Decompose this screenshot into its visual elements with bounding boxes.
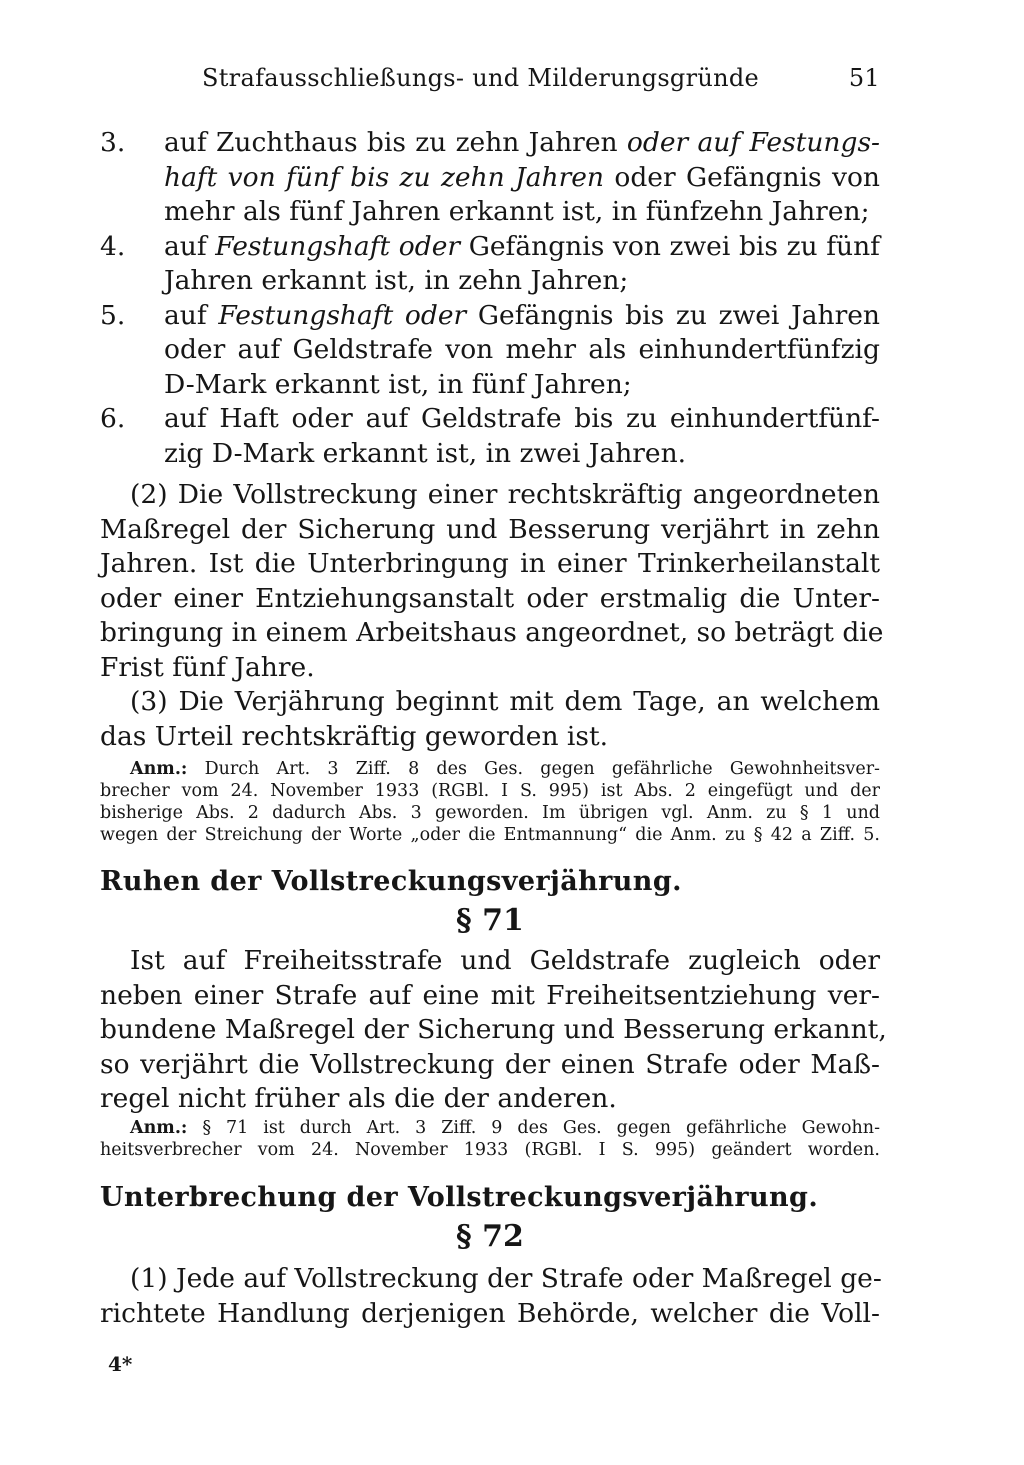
annotation-1 [100,758,880,846]
list-item-number: 5. [100,299,126,331]
list-item-text: oder auf Geldstrafe von mehr als einhundertfünfzig [164,334,880,365]
annotation-label: Anm.: [130,759,188,779]
annotation-line: brecher vom 24. November 1933 (RGBl. I S. 995) ist Abs. 2 eingefügt und der [100,781,880,801]
section-71-body [100,944,887,1117]
section-71-number: § 71 [456,903,524,938]
annotation-line: wegen der Streichung der Worte „oder die Entmannung“ die Anm. zu § 42 a Ziff. 5. [100,825,880,845]
list-item-continuation [100,195,880,230]
paragraph-line: neben einer Strafe auf eine mit Freiheitsentziehung ver- [100,979,880,1011]
running-header [202,64,882,104]
list-item-continuation [100,161,880,196]
list-item [100,299,880,334]
list-item-continuation [100,368,880,403]
annotation-text: Durch Art. 3 Ziff. 8 des Ges. gegen gefährliche Gewohnheitsver- [204,759,880,779]
paragraph-line: Frist fünf Jahre. [100,651,315,683]
paragraph-line: Jahren. Ist die Unterbringung in einer Trinkerheilanstalt [100,548,880,579]
paragraph-line: Maßregel der Sicherung und Besserung verjährt in zehn [100,513,880,545]
italic-text: Festungshaft oder [215,230,461,262]
paragraph-line: so verjährt die Vollstreckung der einen Strafe oder Maß- [100,1048,880,1080]
paragraph-line: richtete Handlung derjenigen Behörde, welcher die Voll- [100,1297,880,1329]
section-71-heading: Ruhen der Vollstreckungsverjährung. [100,866,682,897]
list-item-text: Gefängnis von zwei bis zu fünf [460,230,880,262]
list-item [100,126,880,161]
paragraph-line: regel nicht früher als die der anderen. [100,1083,617,1114]
section-72-number: § 72 [456,1219,524,1254]
paragraph-line: bundene Maßregel der Sicherung und Besserung erkannt, [100,1014,887,1045]
list-item-text: auf Zuchthaus bis zu zehn Jahren [164,127,627,158]
header-title: Strafausschließungs- und Milderungsgründe [202,64,760,92]
list-item-text: oder Gefängnis von [604,161,880,193]
paragraph-2 [100,478,884,685]
list-item-continuation [100,333,880,368]
paragraph-line: Ist auf Freiheitsstrafe und Geldstrafe zugleich oder [130,945,880,976]
signature-mark: 4* [108,1352,133,1376]
italic-text: haft von fünf bis zu zehn Jahren [164,161,604,193]
italic-text: oder auf Festungs- [626,127,881,158]
list-item-text: Gefängnis bis zu zwei Jahren [466,299,880,331]
annotation-line [100,1117,880,1139]
list-item [100,230,880,265]
list-item-text: Jahren erkannt ist, in zehn Jahren; [164,265,629,296]
list-item-number: 6. [100,403,126,434]
page-number: 51 [848,64,880,92]
list-item-continuation [100,264,880,299]
list-item-continuation [100,437,880,472]
paragraph-line: das Urteil rechtskräftig geworden ist. [100,720,609,752]
enumerated-list [100,126,880,471]
list-item-text: auf [164,230,216,262]
list-item-text: zig D-Mark erkannt ist, in zwei Jahren. [164,437,687,469]
annotation-2 [100,1117,880,1161]
annotation-line: bisherige Abs. 2 dadurch Abs. 3 geworden. Im übrigen vgl. Anm. zu § 1 und [100,803,880,823]
annotation-text: § 71 ist durch Art. 3 Ziff. 9 des Ges. gegen gefährliche Gewohn- [202,1118,880,1138]
list-item-text: auf [164,299,219,331]
annotation-line [100,758,880,780]
list-item-text: D-Mark erkannt ist, in fünf Jahren; [164,368,632,400]
list-item-text: mehr als fünf Jahren erkannt ist, in fünfzehn Jahren; [164,196,870,227]
paragraph-line: oder einer Entziehungsanstalt oder erstmalig die Unter- [100,582,880,614]
italic-text: Festungshaft oder [218,299,467,331]
list-item-number: 4. [100,230,126,262]
annotation-label: Anm.: [130,1118,188,1138]
paragraph-line: (1) Jede auf Vollstreckung der Strafe oder Maßregel ge- [130,1263,882,1294]
paragraph-line: (3) Die Verjährung beginnt mit dem Tage, an welchem [130,686,880,717]
annotation-line: heitsverbrecher vom 24. November 1933 (RGBl. I S. 995) geändert worden. [100,1140,880,1160]
paragraph-3 [100,685,880,754]
list-item-text: auf Haft oder auf Geldstrafe bis zu einhundertfünf- [164,403,880,434]
list-item [100,402,880,437]
paragraph-line: (2) Die Vollstreckung einer rechtskräftig angeordneten [130,479,880,510]
list-item-number: 3. [100,127,126,158]
section-72-heading: Unterbrechung der Vollstreckungsverjährung. [100,1182,819,1213]
section-72-body [100,1262,880,1331]
paragraph-line: bringung in einem Arbeitshaus angeordnet, so beträgt die [100,617,884,648]
